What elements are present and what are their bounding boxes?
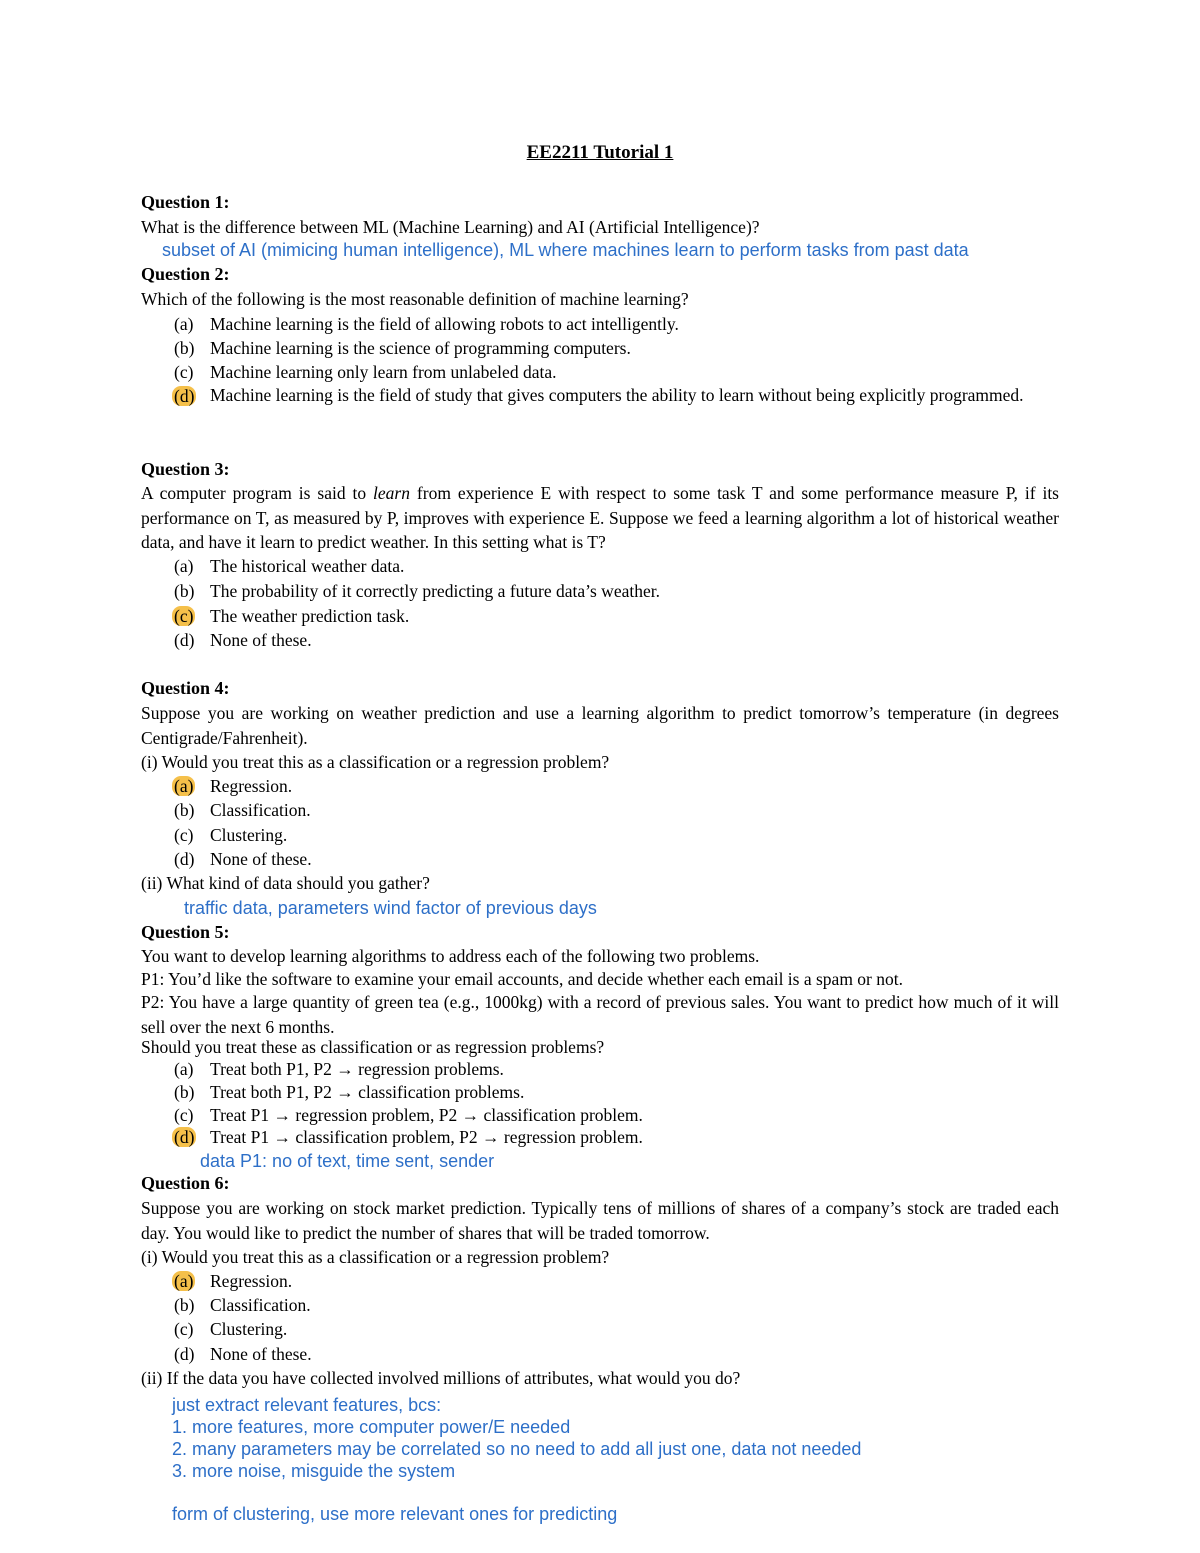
q5-handwritten-answer: data P1: no of text, time sent, sender (200, 1151, 495, 1171)
q2-option-d-label (174, 385, 196, 407)
q5-text4: Should you treat these as classification or as regression problems? (141, 1037, 605, 1057)
q3-option-b: (b) The probability of it correctly predicting a future data’s weather. (174, 581, 660, 601)
q5-text2: P1: You’d like the software to examine your email accounts, and decide whether each email is a spam or not. (141, 969, 904, 989)
q1-heading: Question 1: (141, 192, 230, 212)
q3-option-a: (a) The historical weather data. (174, 556, 405, 576)
q2-heading: Question 2: (141, 264, 230, 284)
q1-handwritten-answer: subset of AI (mimicing human intelligence), ML where machines learn to perform tasks from past data (162, 240, 969, 260)
q6-option-b: (b) Classification. (174, 1295, 311, 1315)
q6-option-d: (d) None of these. (174, 1344, 312, 1364)
q3-text: A computer program is said to learn from experience E with respect to some task T and some performance measure P, if its performance on T, as measured by P, improves with experience E. Suppose we feed a learning algorithm a lot of historical weather data, and have it learn to predict weather. In this setting what is T? (141, 483, 1059, 552)
q2-option-b: (b) Machine learning is the science of programming computers. (174, 338, 631, 358)
q6-handwritten-answer-2: 1. more features, more computer power/E needed (172, 1417, 571, 1437)
q4-sub2: (ii) What kind of data should you gather? (141, 873, 430, 893)
q6-handwritten-answer-1: just extract relevant features, bcs: (172, 1395, 442, 1415)
q4-option-c: (c) Clustering. (174, 825, 288, 845)
answer-highlight: (d) (174, 386, 195, 406)
q2-option-c: (c) Machine learning only learn from unlabeled data. (174, 362, 557, 382)
q2-option-a: (a) Machine learning is the field of allowing robots to act intelligently. (174, 314, 679, 334)
answer-highlight: (a) (174, 776, 194, 796)
q5-option-b: (b) Treat both P1, P2 → classification problems. (174, 1082, 525, 1102)
q3-heading: Question 3: (141, 459, 230, 479)
q2-option-d-text: Machine learning is the field of study that gives computers the ability to learn without being explicitly programmed. (210, 385, 1024, 405)
q6-text: Suppose you are working on stock market prediction. Typically tens of millions of shares of a company’s stock are traded each day. You would like to predict the number of shares that will be traded tomorrow. (141, 1198, 1059, 1243)
q6-option-a: (a) Regression. (174, 1271, 293, 1291)
answer-highlight: (d) (174, 1127, 195, 1147)
q6-handwritten-answer-3: 2. many parameters may be correlated so no need to add all just one, data not needed (172, 1439, 862, 1459)
q5-option-a: (a) Treat both P1, P2 → regression problems. (174, 1059, 504, 1079)
q5-text3: P2: You have a large quantity of green tea (e.g., 1000kg) with a record of previous sales. You want to predict how much of it will sell over the next 6 months. (141, 992, 1059, 1037)
q4-option-d: (d) None of these. (174, 849, 312, 869)
q5-option-d: (d) Treat P1 → classification problem, P2 → regression problem. (174, 1127, 643, 1147)
q4-text: Suppose you are working on weather prediction and use a learning algorithm to predict tomorrow’s temperature (in degrees Centigrade/Fahrenheit). (141, 703, 1059, 748)
q6-option-c: (c) Clustering. (174, 1319, 288, 1339)
page-title: EE2211 Tutorial 1 (526, 142, 674, 163)
q4-option-b: (b) Classification. (174, 800, 311, 820)
q6-handwritten-answer-5: form of clustering, use more relevant ones for predicting (172, 1504, 618, 1524)
q5-heading: Question 5: (141, 922, 230, 942)
q3-option-c: (c) The weather prediction task. (174, 606, 410, 626)
q4-option-a: (a) Regression. (174, 776, 293, 796)
q6-handwritten-answer-4: 3. more noise, misguide the system (172, 1461, 456, 1481)
q6-sub2: (ii) If the data you have collected involved millions of attributes, what would you do? (141, 1368, 741, 1388)
q4-handwritten-answer: traffic data, parameters wind factor of previous days (184, 898, 597, 918)
q1-text: What is the difference between ML (Machine Learning) and AI (Artificial Intelligence)? (141, 217, 760, 237)
q5-option-c: (c) Treat P1 → regression problem, P2 → classification problem. (174, 1105, 643, 1125)
answer-highlight: (a) (174, 1271, 194, 1291)
q4-sub1: (i) Would you treat this as a classification or a regression problem? (141, 752, 610, 772)
q3-option-d: (d) None of these. (174, 630, 312, 650)
q5-text1: You want to develop learning algorithms to address each of the following two problems. (141, 946, 760, 966)
q6-sub1: (i) Would you treat this as a classification or a regression problem? (141, 1247, 610, 1267)
q4-heading: Question 4: (141, 678, 230, 698)
q6-heading: Question 6: (141, 1173, 230, 1193)
q2-text: Which of the following is the most reasonable definition of machine learning? (141, 289, 689, 309)
answer-highlight: (c) (174, 606, 194, 626)
